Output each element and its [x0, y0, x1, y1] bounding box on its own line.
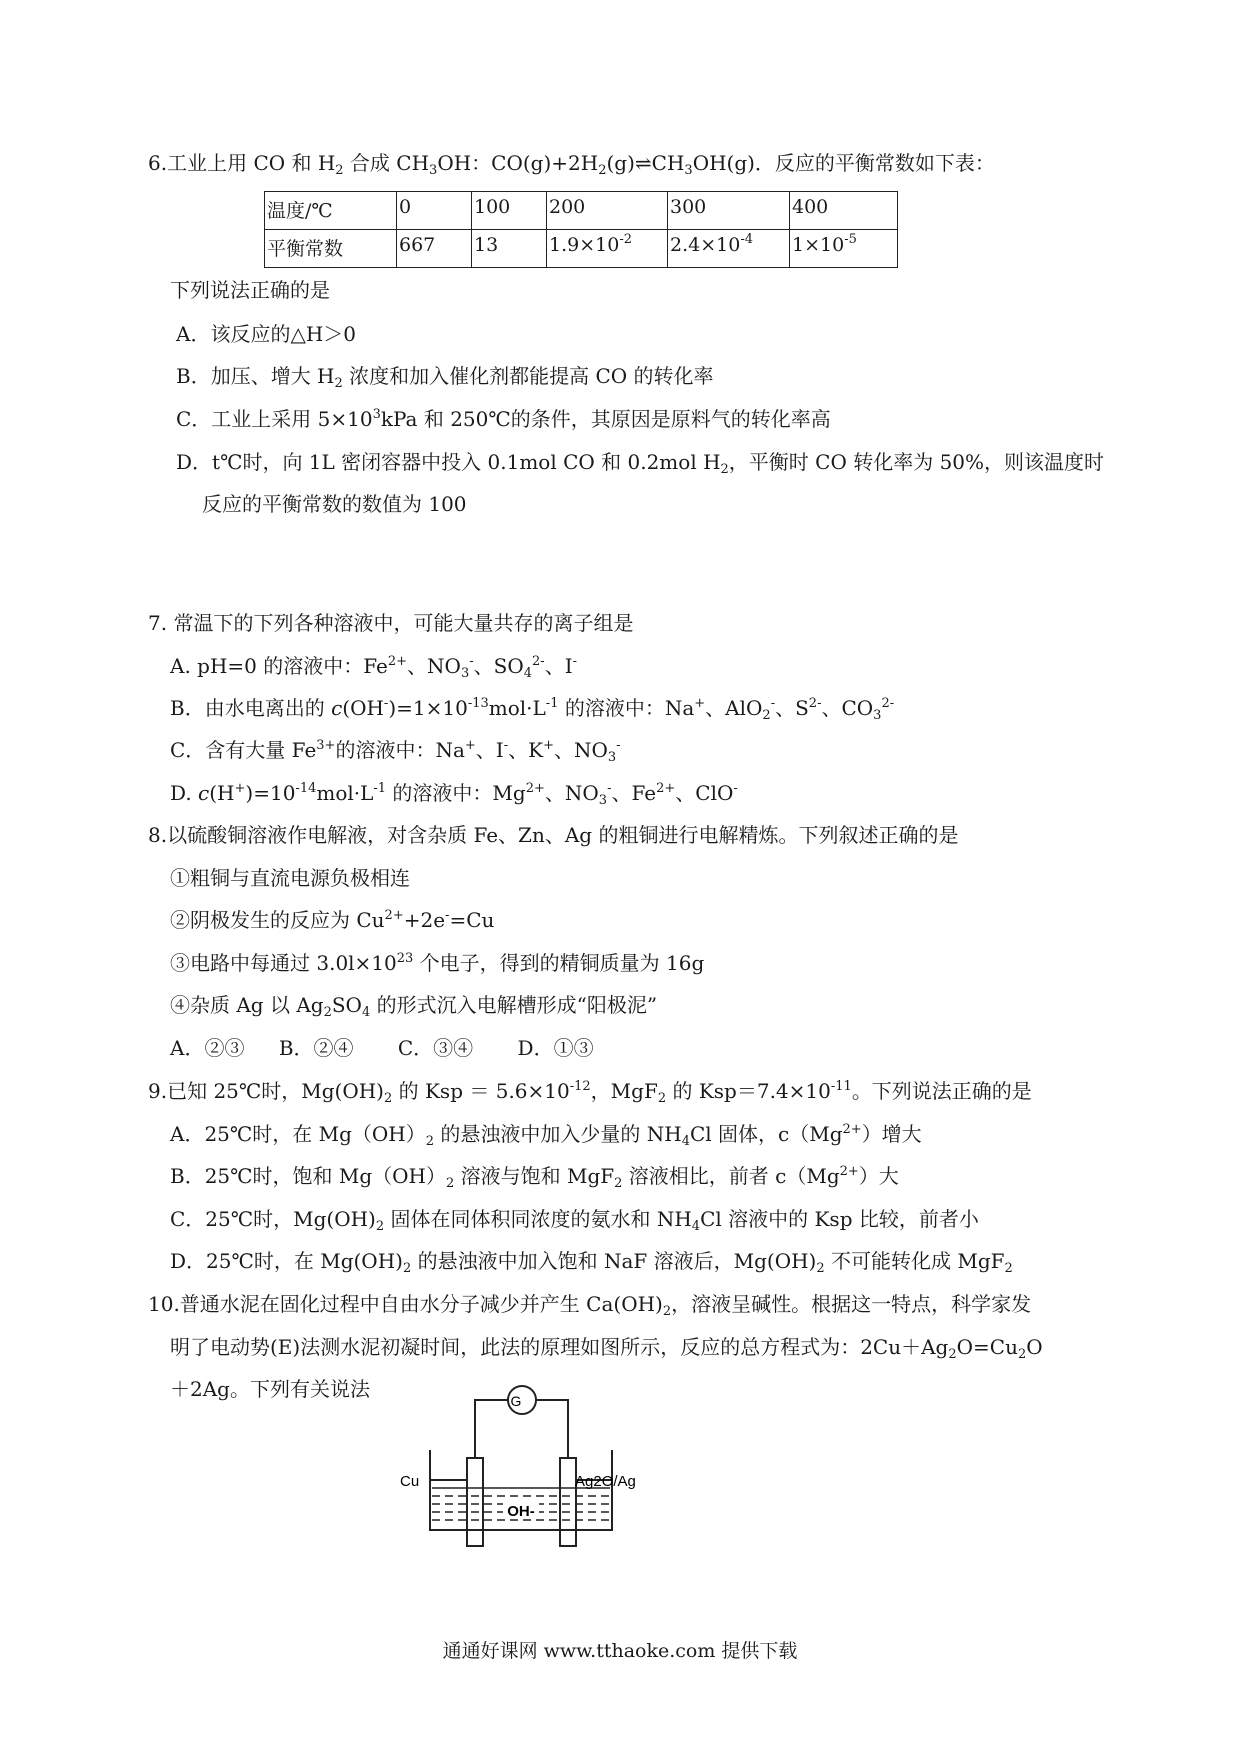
q6-option-d: D．t℃时，向 1L 密闭容器中投入 0.1mol CO 和 0.2mol $H_2$，平衡时 CO 转化率为 50%，则该温度时 — [176, 450, 1105, 477]
table-row — [265, 230, 898, 268]
q7-stem: 7. 常温下的下列各种溶液中，可能大量共存的离子组是 — [148, 611, 634, 635]
q10-stem-line2: 明了电动势(E)法测水泥初凝时间，此法的原理如图所示，反应的总方程式为：$2Cu+Ag_2O=Cu_2O$ — [170, 1335, 1043, 1362]
q6-option-c: C．工业上采用 $5\times 10^3kPa$ 和 250℃的条件，其原因是原料气的转化率高 — [176, 407, 831, 431]
page-footer: 通通好课网 www.tthaoke.com 提供下载 — [442, 1640, 798, 1662]
table-cell: 400 — [790, 192, 898, 230]
q6-option-b: B．加压、增大 $H_2$ 浓度和加入催化剂都能提高 CO 的转化率 — [176, 364, 714, 391]
q8-option-c: C．③④ — [397, 1036, 474, 1060]
q8-item-2: ②阴极发生的反应为 $Cu^{2+}+2e^-=Cu$ — [170, 908, 495, 932]
electrolyte-label: OH- — [507, 1503, 535, 1520]
wire-right — [536, 1400, 568, 1458]
table-cell: 200 — [547, 192, 668, 230]
table-cell: $1\times 10^{-5}$ — [790, 230, 898, 268]
q7-option-d: D. $c(H^+)=10^{-14}mol\cdot L^{-1}$ 的溶液中：$Mg^{2+}$、$NO_3^-$、$Fe^{2+}$、ClO- — [170, 781, 738, 808]
table-cell: $2.4\times 10^{-4}$ — [668, 230, 790, 268]
table-cell: 100 — [472, 192, 547, 230]
table-row — [265, 192, 898, 230]
q6-prompt: 下列说法正确的是 — [170, 278, 330, 302]
q8-item-3: ③电路中每通过 $3.0l\times 10^{23}$ 个电子，得到的精铜质量为 16g — [170, 951, 705, 975]
q10-stem-line1: 10.普通水泥在固化过程中自由水分子减少并产生 $Ca(OH)_2$，溶液呈碱性。根据这一特点，科学家发 — [148, 1292, 1032, 1319]
q6-option-d-cont: 反应的平衡常数的数值为 100 — [202, 492, 467, 516]
ag2o-ag-label: Ag2O/Ag — [575, 1473, 636, 1490]
table-cell: 13 — [472, 230, 547, 268]
q9-option-c: C．25℃时，$Mg(OH)_2$ 固体在同体积同浓度的氨水和 $NH_4Cl$ 溶液中的 Ksp 比较，前者小 — [170, 1207, 979, 1234]
wire-left — [475, 1400, 508, 1458]
q8-option-b: B．②④ — [278, 1036, 354, 1060]
ag2o-ag-electrode — [560, 1458, 576, 1546]
table-cell: 0 — [397, 192, 472, 230]
table-cell: 温度/℃ — [265, 192, 397, 230]
q8-item-4: ④杂质 Ag 以 $Ag_2SO_4$ 的形式沉入电解槽形成“阳极泥” — [170, 993, 658, 1020]
q6-option-a: A．该反应的△H＞0 — [176, 322, 356, 346]
q8-stem: 8.以硫酸铜溶液作电解液，对含杂质 Fe、Zn、Ag 的粗铜进行电解精炼。下列叙述正确的是 — [148, 823, 959, 847]
q10-stem-line3: ＋2Ag。下列有关说法 — [170, 1377, 370, 1401]
equilibrium-constant-table — [264, 191, 898, 268]
table-cell: 平衡常数 — [265, 230, 397, 268]
table-cell: $1.9\times 10^{-2}$ — [547, 230, 668, 268]
q7-option-a: A. pH=0 的溶液中：$Fe^{2+}$、$NO_3^-$、$SO_4^{2-}$、I- — [170, 654, 578, 681]
q7-option-b: B．由水电离出的 $c(OH^-)=1\times 10^{-13}mol\cdot L^{-1}$ 的溶液中：Na+、AlO$_2$-、$S^{2-}$、$CO_3^{2-}$ — [170, 696, 895, 723]
cu-electrode — [467, 1458, 483, 1546]
q7-option-c: C．含有大量 $Fe^{3+}$的溶液中：Na+、I-、K+、$NO_3^-$ — [170, 738, 621, 765]
q9-option-a: A．25℃时，在 $Mg(OH)_2$ 的悬浊液中加入少量的 $NH_4Cl$ 固体，$c(Mg^{2+})$增大 — [170, 1122, 922, 1149]
table-cell: 300 — [668, 192, 790, 230]
q9-stem: 9.已知 25℃时，$Mg(OH)_2$ 的 Ksp ＝ $5.6\times 10^{-12}$，MgF$_2$ 的 $Ksp=7.4\times 10^{-11}$。下列说法正确的是 — [148, 1079, 1032, 1106]
q9-option-b: B．25℃时，饱和 $Mg(OH)_2$ 溶液与饱和 MgF$_2$ 溶液相比，前者 $c(Mg^{2+})$大 — [170, 1164, 899, 1191]
galvanometer-label: G — [510, 1393, 522, 1409]
q9-option-d: D．25℃时，在 $Mg(OH)_2$ 的悬浊液中加入饱和 NaF 溶液后，$Mg(OH)_2$ 不可能转化成 MgF$_2$ — [170, 1249, 1013, 1276]
q8-item-1: ①粗铜与直流电源负极相连 — [170, 866, 410, 890]
table-cell: 667 — [397, 230, 472, 268]
q6-stem: 6.工业上用 CO 和 $H_2$ 合成 $CH_3OH$：$CO(g)+2H_2(g)\rightleftharpoons CH_3OH(g)$．反应的平衡常数如下表： — [148, 151, 995, 178]
cu-label: Cu — [400, 1473, 420, 1490]
electrochemical-cell-diagram — [400, 1380, 650, 1550]
q8-option-a: A．②③ — [170, 1036, 245, 1060]
q8-options — [170, 1035, 594, 1061]
q8-option-d: D．①③ — [517, 1036, 594, 1060]
